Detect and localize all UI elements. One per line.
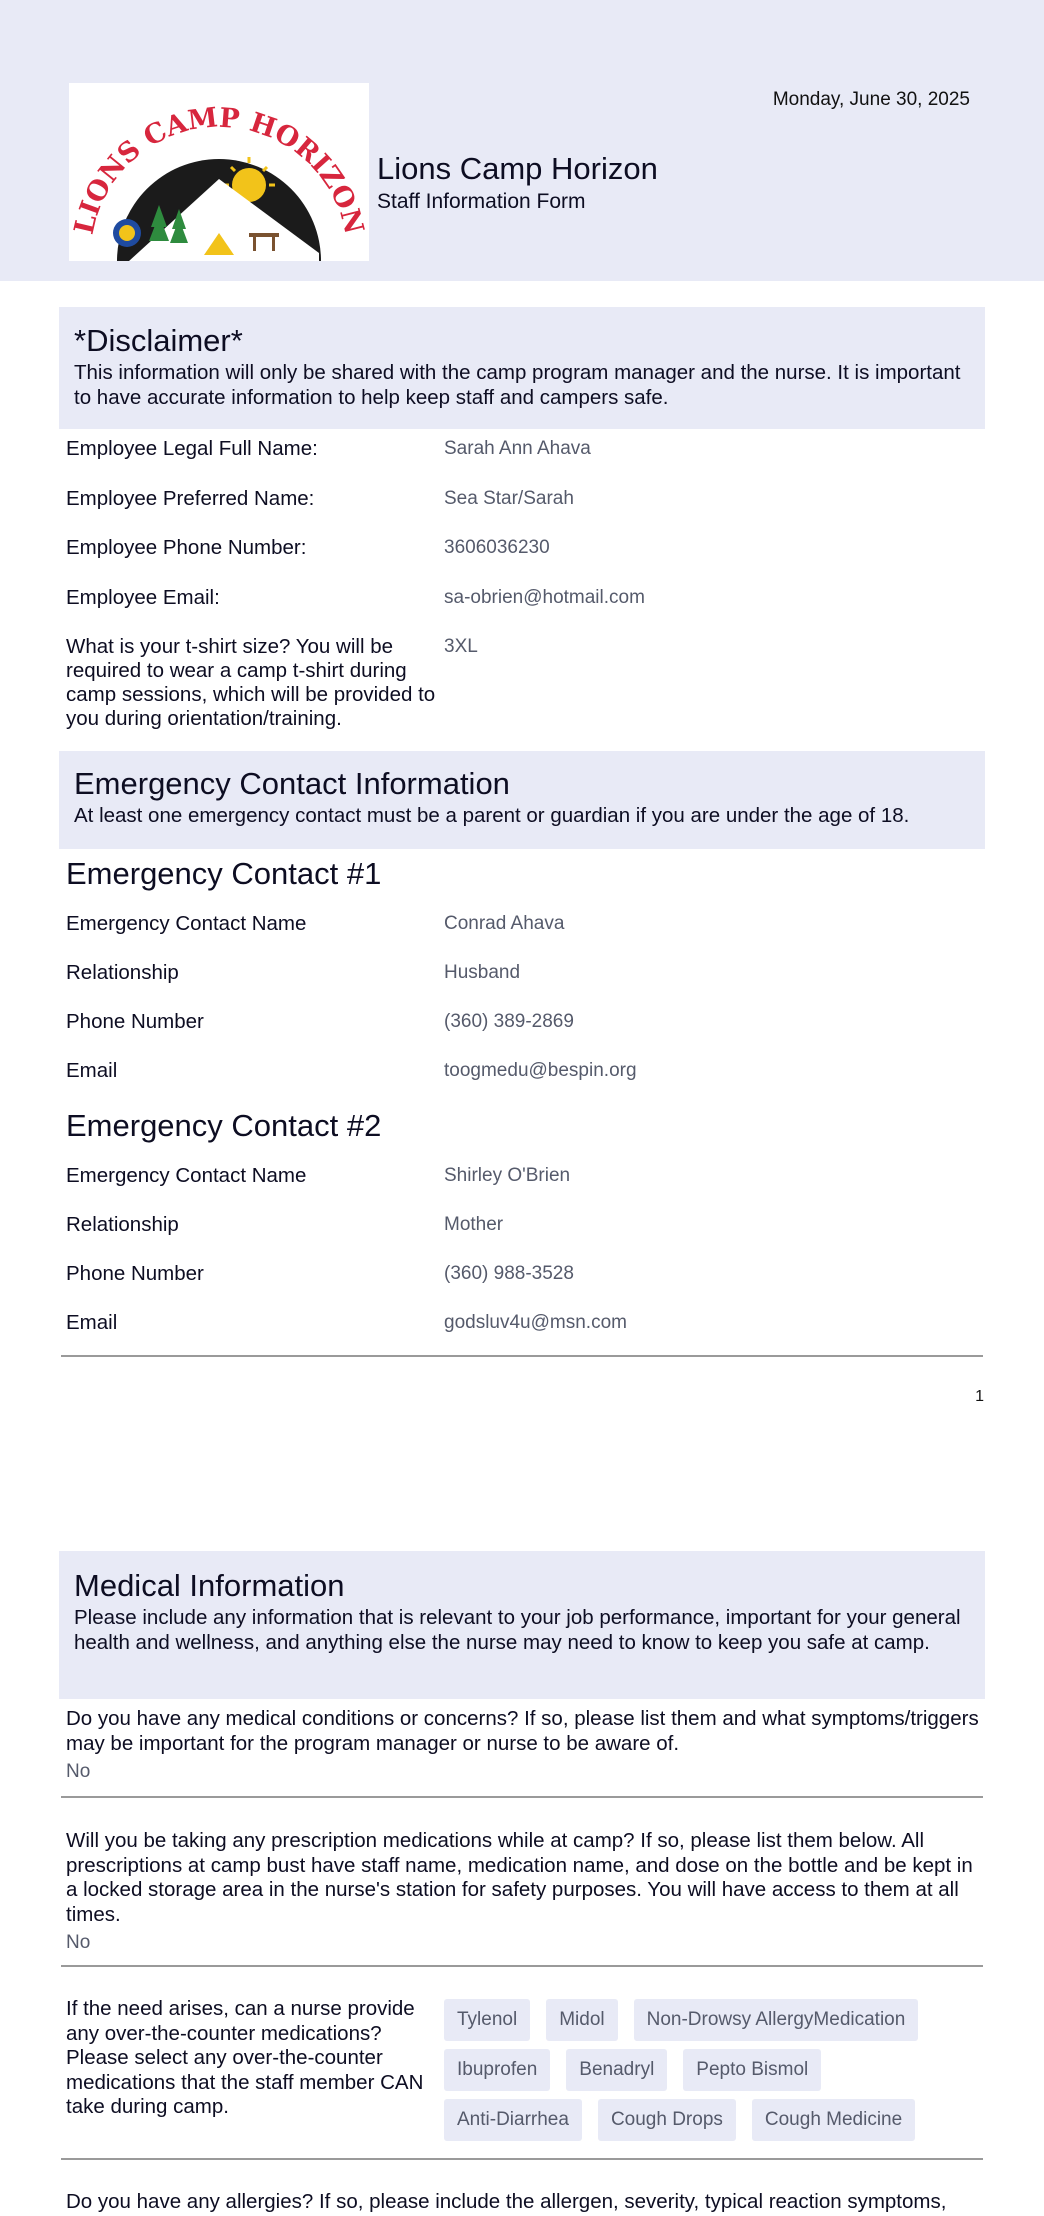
contact2-email-value: godsluv4u@msn.com: [444, 1312, 627, 1333]
contact1-relationship-label: Relationship: [66, 961, 179, 984]
prescriptions-block: [66, 1829, 986, 1955]
contact1-name-label: Emergency Contact Name: [66, 912, 307, 935]
phone-label: Employee Phone Number:: [66, 536, 307, 559]
org-title: Lions Camp Horizon: [377, 151, 658, 186]
contact1-email-label: Email: [66, 1059, 118, 1082]
otc-chip-pepto-bismol[interactable]: Pepto Bismol: [683, 2049, 821, 2091]
prescriptions-answer: No: [66, 1932, 91, 1953]
otc-chip-cough-drops[interactable]: Cough Drops: [598, 2099, 736, 2141]
tshirt-label: What is your t-shirt size? You will be required to wear a camp t-shirt during camp sessions, which will be provided to you during orientation/training.: [66, 635, 436, 730]
conditions-question: Do you have any medical conditions or concerns? If so, please list them and what symptoms/triggers may be important for the program manager or nurse to be aware of.: [66, 1707, 979, 1755]
otc-chip-row: [444, 1999, 984, 2041]
emergency-section: [59, 751, 985, 849]
prescriptions-question: Will you be taking any prescription medications while at camp? If so, please list them below. All prescriptions at camp bust have staff name, medication name, and dose on the bottle and be kept in a locked storage area in the nurse's station for safety purposes. You will have access to them at all times.: [66, 1829, 973, 1926]
medical-text: Please include any information that is relevant to your job performance, important for your general health and wellness, and anything else the nurse may need to know to keep you safe at camp.: [74, 1606, 961, 1654]
contact1-phone-value: (360) 389-2869: [444, 1011, 574, 1032]
contact1-heading: Emergency Contact #1: [66, 856, 382, 891]
legal-name-value: Sarah Ann Ahava: [444, 438, 591, 459]
contact1-relationship-value: Husband: [444, 962, 521, 983]
medical-title: Medical Information: [74, 1568, 345, 1603]
prescriptions-divider: [61, 1965, 983, 1967]
contact1-email-value: toogmedu@bespin.org: [444, 1060, 637, 1081]
otc-question: If the need arises, can a nurse provide any over-the-counter medications? Please select any over-the-counter medications that the staff member CAN take during camp.: [66, 1997, 424, 2118]
contact1-phone-label: Phone Number: [66, 1010, 204, 1033]
preferred-name-label: Employee Preferred Name:: [66, 487, 315, 510]
emergency-title: Emergency Contact Information: [74, 766, 510, 801]
contact2-phone-value: (360) 988-3528: [444, 1263, 574, 1284]
logo-wordmark: LIONS CAMP HORIZON: [69, 102, 369, 238]
page1-end-divider: [61, 1355, 983, 1357]
disclaimer-section: [59, 307, 985, 429]
email-label: Employee Email:: [66, 586, 220, 609]
contact2-email-label: Email: [66, 1311, 118, 1334]
contact2-relationship-label: Relationship: [66, 1213, 179, 1236]
emergency-text: At least one emergency contact must be a parent or guardian if you are under the age of 18.: [74, 804, 910, 827]
phone-value: 3606036230: [444, 537, 550, 558]
email-value: sa-obrien@hotmail.com: [444, 587, 645, 608]
otc-chip-allergy-medication[interactable]: Non-Drowsy AllergyMedication: [634, 1999, 919, 2041]
otc-chip-midol[interactable]: Midol: [546, 1999, 617, 2041]
conditions-block: [66, 1707, 986, 1784]
otc-chip-benadryl[interactable]: Benadryl: [566, 2049, 667, 2091]
contact1-name-value: Conrad Ahava: [444, 913, 565, 934]
conditions-divider: [61, 1796, 983, 1798]
contact2-name-label: Emergency Contact Name: [66, 1164, 307, 1187]
medical-section: [59, 1551, 985, 1699]
otc-chip-row: [444, 2049, 984, 2091]
otc-chip-row: [444, 2099, 984, 2141]
contact2-name-value: Shirley O'Brien: [444, 1165, 571, 1186]
disclaimer-text: This information will only be shared with the camp program manager and the nurse. It is important to have accurate information to help keep staff and campers safe.: [74, 361, 961, 409]
contact2-relationship-value: Mother: [444, 1214, 504, 1235]
disclaimer-title: *Disclaimer*: [74, 323, 243, 358]
otc-options: [444, 1999, 984, 2149]
contact2-phone-label: Phone Number: [66, 1262, 204, 1285]
otc-chip-ibuprofen[interactable]: Ibuprofen: [444, 2049, 550, 2091]
otc-chip-anti-diarrhea[interactable]: Anti-Diarrhea: [444, 2099, 582, 2141]
legal-name-label: Employee Legal Full Name:: [66, 437, 318, 460]
camp-logo: [69, 83, 369, 261]
tshirt-value: 3XL: [444, 636, 478, 657]
conditions-answer: No: [66, 1761, 91, 1782]
allergies-question: Do you have any allergies? If so, please include the allergen, severity, typical reaction symptoms,: [66, 2190, 947, 2213]
otc-chip-tylenol[interactable]: Tylenol: [444, 1999, 530, 2041]
page-number: 1: [975, 1388, 984, 1405]
form-subtitle: Staff Information Form: [377, 190, 586, 213]
otc-divider: [61, 2158, 983, 2160]
contact2-heading: Emergency Contact #2: [66, 1108, 382, 1143]
otc-chip-cough-medicine[interactable]: Cough Medicine: [752, 2099, 915, 2141]
form-date: Monday, June 30, 2025: [772, 89, 970, 110]
preferred-name-value: Sea Star/Sarah: [444, 488, 574, 509]
